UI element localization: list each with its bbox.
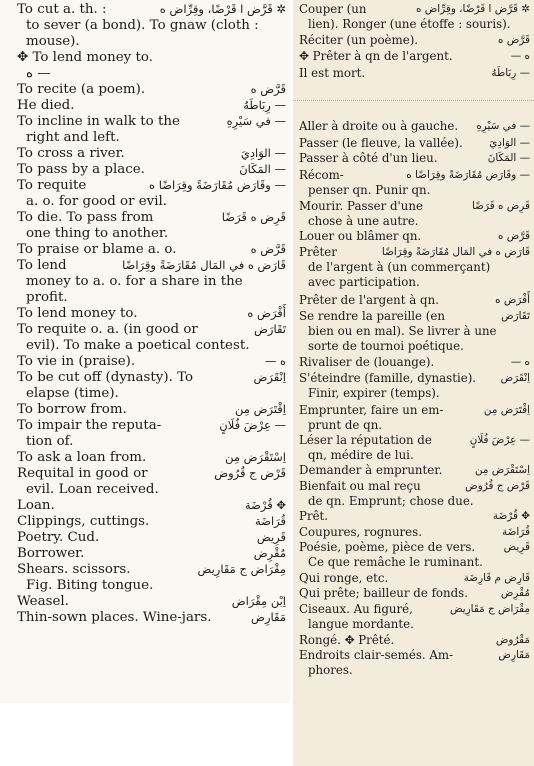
arabic-headword: قَرِيض	[503, 541, 530, 553]
french-entry	[299, 168, 530, 198]
definition-line: Poetry. Cud.	[17, 530, 100, 545]
french-entry	[299, 119, 530, 134]
definition-line: a. o. for good or evil.	[26, 193, 168, 209]
english-entry	[17, 162, 286, 178]
definition-line: To requite	[17, 178, 87, 193]
arabic-headword: اِبْن مِقْرَاض	[231, 594, 286, 608]
arabic-headword: اِقْتَرَض مِن	[483, 404, 530, 416]
english-entry	[17, 594, 286, 610]
english-entry	[17, 98, 286, 114]
arabic-headword: — وقَارَض مُقَارَضَةً وقِرَاضًا ه	[406, 169, 530, 181]
arabic-headword: قَرِض ه قَرَضًا	[471, 200, 530, 212]
definition-line: Ce que remâche le ruminant.	[308, 555, 483, 570]
arabic-headword: مِقْرَاض ج مَقَارِيض	[450, 603, 530, 615]
definition-line: penser qn. Punir qn.	[308, 183, 431, 198]
french-entry	[299, 540, 530, 570]
definition-line: Requital in good or	[17, 466, 148, 481]
french-entry	[299, 371, 530, 401]
english-entry	[17, 114, 286, 146]
definition-line: Demander à emprunter.	[299, 463, 443, 477]
french-entry	[299, 463, 530, 478]
arabic-headword: قُرَاضَة	[502, 526, 530, 538]
arabic-headword: قَرِض ه قَرَضًا	[221, 210, 286, 224]
arabic-headword: مَقْرُوض	[495, 634, 530, 646]
definition-line: Endroits clair-semés. Am-	[299, 648, 454, 662]
arabic-headword: ه —	[510, 356, 530, 368]
arabic-headword: اِنْقَرَض	[253, 370, 286, 384]
definition-line: Passer (le fleuve, la vallée).	[299, 136, 463, 150]
definition-line: langue mordante.	[308, 617, 414, 632]
definition-line: S'éteindre (famille, dynastie).	[299, 371, 477, 385]
arabic-headword: اِسْتَقْرَض مِن	[474, 464, 530, 476]
arabic-headword: اِنْقَرَض	[500, 372, 530, 384]
definition-line: To recite (a poem).	[17, 82, 146, 97]
arabic-headword: تَقَارَض	[501, 310, 530, 322]
definition-line: Rivaliser de (louange).	[299, 355, 435, 369]
definition-line: Borrower.	[17, 546, 85, 561]
english-entry	[17, 242, 286, 258]
definition-line: Louer ou blâmer qn.	[299, 229, 422, 243]
french-column	[293, 0, 534, 766]
arabic-headword: قَرَّض ه	[250, 242, 286, 256]
definition-line: To vie in (praise).	[17, 354, 136, 369]
english-entry	[17, 82, 286, 98]
definition-line: mouse).	[26, 33, 80, 49]
definition-line: To praise or blame a. o.	[17, 242, 177, 257]
arabic-headword: ✲ قَرَّض ا قَرْضًا، وقِرِّاض ه	[159, 2, 286, 16]
french-entry	[299, 33, 530, 48]
definition-line: Rongé. ✥ Prêté.	[299, 633, 395, 647]
french-entry	[299, 293, 530, 308]
definition-line: de l'argent à (un commerçant)	[308, 260, 491, 275]
definition-line: evil). To make a poetical contest.	[26, 337, 250, 353]
definition-line: To borrow from.	[17, 402, 127, 417]
french-entry	[299, 355, 530, 370]
english-entry	[17, 178, 286, 210]
arabic-headword: — الوَادِيَ	[489, 137, 530, 149]
arabic-headword: قَرَّض ه	[250, 82, 286, 96]
french-entry	[299, 151, 530, 166]
definition-line: Loan.	[17, 498, 55, 513]
definition-line: qn, médire de lui.	[308, 448, 414, 463]
english-entry	[17, 210, 286, 242]
definition-line: Il est mort.	[299, 66, 366, 80]
english-entry	[17, 322, 286, 354]
french-entry	[299, 136, 530, 151]
english-column	[0, 0, 290, 703]
arabic-headword: مَقَارِض	[498, 649, 530, 661]
definition-line: ه —	[26, 65, 51, 81]
english-entry	[17, 146, 286, 162]
definition-line: evil. Loan received.	[26, 481, 159, 497]
dotted-separator	[293, 100, 534, 101]
french-entry	[299, 648, 530, 678]
definition-line: Qui ronge, etc.	[299, 571, 389, 585]
french-entry	[299, 509, 530, 524]
english-entry	[17, 402, 286, 418]
english-entry	[17, 370, 286, 402]
english-entry	[17, 306, 286, 322]
definition-line: sorte de tournoi poétique.	[308, 339, 464, 354]
arabic-headword: ✥ قُرْضَة	[492, 510, 530, 522]
definition-line: To requite o. a. (in good or	[17, 322, 198, 337]
definition-line: money to a. o. for a share in the	[26, 273, 243, 289]
definition-line: Prêter	[299, 245, 337, 259]
arabic-headword: ه —	[510, 50, 530, 62]
definition-line: To incline in walk to the	[17, 114, 180, 129]
arabic-headword: قَارِض م قَارِضَة	[463, 572, 530, 584]
definition-line: to sever (a bond). To gnaw (cloth :	[26, 17, 259, 33]
definition-line: Fig. Biting tongue.	[26, 577, 154, 593]
arabic-headword: ✥ قُرْضَة	[244, 498, 286, 512]
english-entry	[17, 546, 286, 562]
french-entry	[299, 479, 530, 509]
french-entry	[299, 525, 530, 540]
english-entry	[17, 498, 286, 514]
definition-line: Couper (un	[299, 2, 367, 16]
definition-line: To pass by a place.	[17, 162, 145, 177]
definition-line: Léser la réputation de	[299, 433, 432, 447]
arabic-headword: قَرَّض ه	[497, 230, 530, 242]
definition-line: de qn. Emprunt; chose due.	[308, 494, 474, 509]
arabic-headword: مَقَارِض	[251, 610, 286, 624]
definition-line: phores.	[308, 663, 353, 678]
arabic-headword: أَقْرَض ه	[495, 294, 530, 306]
definition-line: Shears. scissors.	[17, 562, 131, 577]
definition-line: Finir, expirer (temps).	[308, 386, 440, 401]
english-entry	[17, 450, 286, 466]
english-entry	[17, 354, 286, 370]
definition-line: To impair the reputa-	[17, 418, 162, 433]
arabic-headword: قَارَض ه في المَال مُقَارَضَةً وقِرَاضًا	[381, 246, 530, 258]
definition-line: Emprunter, faire un em-	[299, 403, 444, 417]
arabic-headword: قُرَاضَة	[255, 514, 286, 528]
arabic-headword: — في سَيْرِهِ	[226, 114, 286, 128]
arabic-headword: — الوَادِيَ	[240, 146, 286, 160]
definition-line: Clippings, cuttings.	[17, 514, 150, 529]
arabic-headword: — المَكَانَ	[487, 152, 530, 164]
french-entry	[299, 66, 530, 81]
french-entry	[299, 245, 530, 290]
english-entry	[17, 530, 286, 546]
definition-line: Aller à droite ou à gauche.	[299, 119, 459, 133]
definition-line: Mourir. Passer d'une	[299, 199, 423, 213]
definition-line: Poésie, poème, pièce de vers.	[299, 540, 476, 554]
arabic-headword: — عِرْضَ فُلَانٍ	[219, 418, 286, 432]
english-entry	[17, 2, 286, 50]
definition-line: lien). Ronger (une étoffe : souris).	[308, 17, 511, 32]
arabic-headword: قَرَّض ه	[497, 34, 530, 46]
definition-line: Réciter (un poème).	[299, 33, 419, 47]
definition-line: elapse (time).	[26, 385, 119, 401]
arabic-headword: مِقْرَاض ج مَقَارِيض	[197, 562, 286, 576]
definition-line: Coupures, rognures.	[299, 525, 422, 539]
definition-line: profit.	[26, 289, 68, 305]
definition-line: Prêt.	[299, 509, 329, 523]
definition-line: ✥ To lend money to.	[17, 50, 153, 65]
english-entry	[17, 514, 286, 530]
definition-line: To die. To pass from	[17, 210, 154, 225]
french-entry	[299, 571, 530, 586]
arabic-headword: — رِبَاطَهُ	[491, 67, 530, 79]
definition-line: Récom-	[299, 168, 344, 182]
definition-line: bien ou en mal). Se livrer à une	[308, 324, 497, 339]
arabic-headword: قَرْض ج قُرُوض	[465, 480, 530, 492]
french-entry	[299, 586, 530, 601]
french-entry	[299, 403, 530, 433]
english-entry	[17, 50, 286, 82]
definition-line: ✥ Prêter à qn de l'argent.	[299, 49, 453, 63]
definition-line: Thin-sown places. Wine-jars.	[17, 610, 212, 625]
arabic-headword: — عِرْضَ فُلَانٍ	[469, 434, 530, 446]
arabic-headword: قَارَض ه في المَال مُقَارَضَةً وقِرَاضًا	[122, 258, 286, 272]
definition-line: To be cut off (dynasty). To	[17, 370, 194, 385]
definition-line: He died.	[17, 98, 75, 113]
arabic-headword: — رِبَاطَهُ	[243, 98, 286, 112]
arabic-headword: قَرْض ج قُرُوض	[214, 466, 286, 480]
french-entry	[299, 229, 530, 244]
arabic-headword: ✲ قَرَّض ا قَرْضًا، وقِرِّاض ه	[415, 3, 530, 15]
definition-line: To cut a. th. :	[17, 2, 107, 17]
definition-line: chose à une autre.	[308, 214, 419, 229]
french-entry	[299, 633, 530, 648]
definition-line: Bienfait ou mal reçu	[299, 479, 421, 493]
french-entry	[299, 2, 530, 32]
arabic-headword: مُقْرِض	[253, 546, 286, 560]
english-entry	[17, 610, 286, 626]
french-entry	[299, 199, 530, 229]
french-entry	[299, 309, 530, 354]
english-entry	[17, 466, 286, 498]
arabic-headword: أَقْرَض ه	[247, 306, 286, 320]
arabic-headword: — المَكَانَ	[239, 162, 286, 176]
definition-line: right and left.	[26, 129, 120, 145]
definition-line: avec participation.	[308, 275, 420, 290]
definition-line: tion of.	[26, 433, 74, 449]
arabic-headword: قَرِيض	[256, 530, 286, 544]
arabic-headword: تَقَارَض	[254, 322, 286, 336]
arabic-headword: ه —	[264, 354, 286, 368]
arabic-headword: — وقَارَض مُقَارَضَةً وقِرَاضًا ه	[149, 178, 286, 192]
definition-line: Ciseaux. Au figuré,	[299, 602, 413, 616]
definition-line: Passer à côté d'un lieu.	[299, 151, 438, 165]
english-entry	[17, 562, 286, 594]
arabic-headword: — في سَيْرِهِ	[476, 120, 530, 132]
definition-line: Weasel.	[17, 594, 69, 609]
definition-line: one thing to another.	[26, 225, 169, 241]
definition-line: Se rendre la pareille (en	[299, 309, 445, 323]
definition-line: To lend money to.	[17, 306, 138, 321]
english-entry	[17, 418, 286, 450]
definition-line: Qui prête; bailleur de fonds.	[299, 586, 468, 600]
arabic-headword: اِسْتَقْرَض مِن	[225, 450, 286, 464]
definition-line: To lend	[17, 258, 67, 273]
definition-line: prunt de qn.	[308, 418, 383, 433]
french-entry	[299, 433, 530, 463]
french-entry	[299, 49, 530, 64]
definition-line: To cross a river.	[17, 146, 125, 161]
french-entry	[299, 602, 530, 632]
arabic-headword: اِقْتَرَض مِن	[235, 402, 286, 416]
definition-line: Prêter de l'argent à qn.	[299, 293, 439, 307]
arabic-headword: مُقْرِض	[500, 587, 530, 599]
english-entry	[17, 258, 286, 306]
definition-line: To ask a loan from.	[17, 450, 147, 465]
